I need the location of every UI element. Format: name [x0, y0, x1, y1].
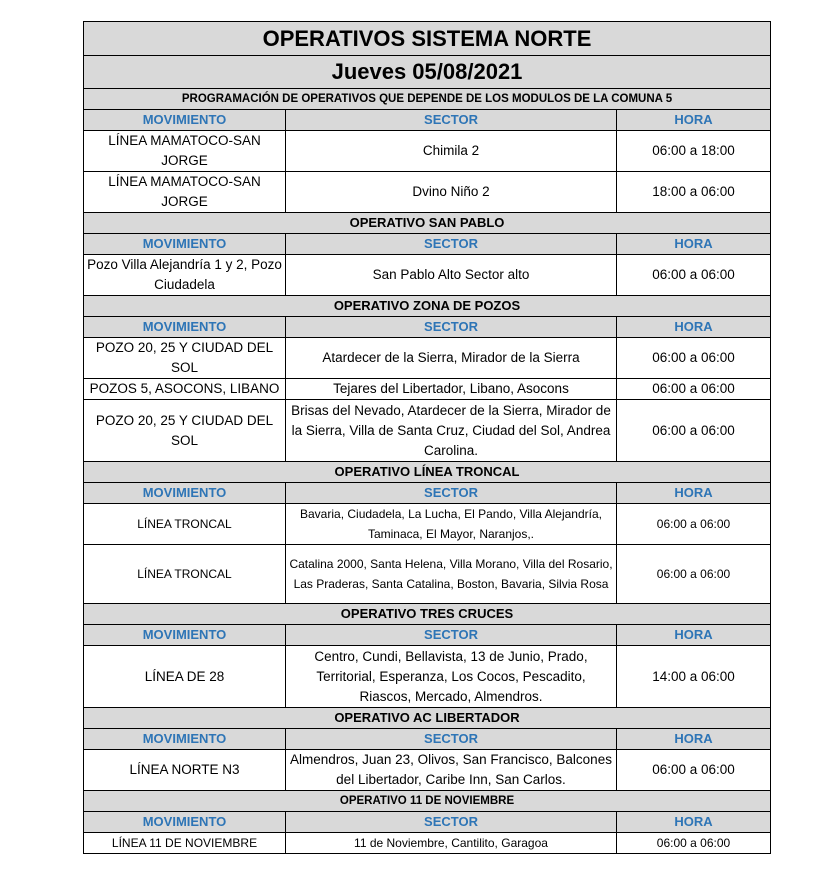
header-sector: SECTOR — [286, 234, 617, 255]
cell-hora: 06:00 a 06:00 — [617, 379, 771, 400]
cell-movimiento: LÍNEA TRONCAL — [84, 504, 286, 545]
header-movimiento: MOVIMIENTO — [84, 729, 286, 750]
cell-sector: Catalina 2000, Santa Helena, Villa Morano, Villa del Rosario, Las Praderas, Santa Catalina, Boston, Bavaria, Silvia Rosa — [286, 545, 617, 604]
cell-movimiento: LÍNEA MAMATOCO-SAN JORGE — [84, 172, 286, 213]
cell-hora: 06:00 a 06:00 — [617, 504, 771, 545]
section-title-row — [84, 708, 771, 729]
header-movimiento: MOVIMIENTO — [84, 317, 286, 338]
header-movimiento: MOVIMIENTO — [84, 812, 286, 833]
cell-hora: 06:00 a 06:00 — [617, 338, 771, 379]
header-sector: SECTOR — [286, 110, 617, 131]
operativos-table — [83, 21, 771, 854]
cell-movimiento: POZO 20, 25 Y CIUDAD DEL SOL — [84, 400, 286, 462]
section-title: OPERATIVO 11 DE NOVIEMBRE — [84, 791, 771, 812]
header-sector: SECTOR — [286, 729, 617, 750]
cell-hora: 06:00 a 06:00 — [617, 833, 771, 854]
cell-hora: 06:00 a 06:00 — [617, 750, 771, 791]
section-title-row — [84, 604, 771, 625]
header-hora: HORA — [617, 110, 771, 131]
section-title-row — [84, 791, 771, 812]
page-date: Jueves 05/08/2021 — [84, 56, 771, 89]
column-header-row — [84, 625, 771, 646]
column-header-row — [84, 729, 771, 750]
cell-hora: 18:00 a 06:00 — [617, 172, 771, 213]
header-sector: SECTOR — [286, 317, 617, 338]
table-row — [84, 504, 771, 545]
header-sector: SECTOR — [286, 812, 617, 833]
column-header-row — [84, 317, 771, 338]
table-row — [84, 131, 771, 172]
date-row — [84, 56, 771, 89]
cell-movimiento: LÍNEA TRONCAL — [84, 545, 286, 604]
table-row — [84, 545, 771, 604]
cell-hora: 06:00 a 06:00 — [617, 545, 771, 604]
table-row — [84, 750, 771, 791]
cell-hora: 06:00 a 18:00 — [617, 131, 771, 172]
cell-sector: 11 de Noviembre, Cantilito, Garagoa — [286, 833, 617, 854]
section-title: OPERATIVO LÍNEA TRONCAL — [84, 462, 771, 483]
header-sector: SECTOR — [286, 625, 617, 646]
column-header-row — [84, 812, 771, 833]
cell-sector: Atardecer de la Sierra, Mirador de la Sierra — [286, 338, 617, 379]
cell-movimiento: Pozo Villa Alejandría 1 y 2, Pozo Ciudadela — [84, 255, 286, 296]
cell-hora: 06:00 a 06:00 — [617, 400, 771, 462]
cell-movimiento: LÍNEA 11 DE NOVIEMBRE — [84, 833, 286, 854]
header-hora: HORA — [617, 625, 771, 646]
cell-movimiento: LÍNEA DE 28 — [84, 646, 286, 708]
cell-movimiento: POZO 20, 25 Y CIUDAD DEL SOL — [84, 338, 286, 379]
cell-movimiento: POZOS 5, ASOCONS, LIBANO — [84, 379, 286, 400]
section-title-row — [84, 213, 771, 234]
cell-sector: San Pablo Alto Sector alto — [286, 255, 617, 296]
header-sector: SECTOR — [286, 483, 617, 504]
header-movimiento: MOVIMIENTO — [84, 483, 286, 504]
column-header-row — [84, 110, 771, 131]
section-title: PROGRAMACIÓN DE OPERATIVOS QUE DEPENDE DE LOS MODULOS DE LA COMUNA 5 — [84, 89, 771, 110]
section-title-row — [84, 462, 771, 483]
header-movimiento: MOVIMIENTO — [84, 234, 286, 255]
column-header-row — [84, 234, 771, 255]
cell-sector: Centro, Cundi, Bellavista, 13 de Junio, Prado, Territorial, Esperanza, Los Cocos, Pescadito, Riascos, Mercado, Almendros. — [286, 646, 617, 708]
cell-sector: Bavaria, Ciudadela, La Lucha, El Pando, Villa Alejandría, Taminaca, El Mayor, Naranjos,. — [286, 504, 617, 545]
cell-sector: Brisas del Nevado, Atardecer de la Sierra, Mirador de la Sierra, Villa de Santa Cruz, Ciudad del Sol, Andrea Carolina. — [286, 400, 617, 462]
table-row — [84, 172, 771, 213]
cell-sector: Tejares del Libertador, Libano, Asocons — [286, 379, 617, 400]
section-title: OPERATIVO ZONA DE POZOS — [84, 296, 771, 317]
header-hora: HORA — [617, 234, 771, 255]
cell-hora: 06:00 a 06:00 — [617, 255, 771, 296]
section-title: OPERATIVO AC LIBERTADOR — [84, 708, 771, 729]
column-header-row — [84, 483, 771, 504]
cell-hora: 14:00 a 06:00 — [617, 646, 771, 708]
cell-movimiento: LÍNEA MAMATOCO-SAN JORGE — [84, 131, 286, 172]
section-title: OPERATIVO TRES CRUCES — [84, 604, 771, 625]
header-hora: HORA — [617, 483, 771, 504]
section-title: OPERATIVO SAN PABLO — [84, 213, 771, 234]
cell-sector: Almendros, Juan 23, Olivos, San Francisco, Balcones del Libertador, Caribe Inn, San Carlos. — [286, 750, 617, 791]
page-title: OPERATIVOS SISTEMA NORTE — [84, 22, 771, 56]
header-hora: HORA — [617, 812, 771, 833]
cell-sector: Dvino Niño 2 — [286, 172, 617, 213]
header-movimiento: MOVIMIENTO — [84, 625, 286, 646]
table-row — [84, 833, 771, 854]
cell-movimiento: LÍNEA NORTE N3 — [84, 750, 286, 791]
table-row — [84, 338, 771, 379]
header-hora: HORA — [617, 317, 771, 338]
cell-sector: Chimila 2 — [286, 131, 617, 172]
header-movimiento: MOVIMIENTO — [84, 110, 286, 131]
table-row — [84, 379, 771, 400]
header-hora: HORA — [617, 729, 771, 750]
section-title-row — [84, 296, 771, 317]
table-row — [84, 646, 771, 708]
table-row — [84, 255, 771, 296]
title-row — [84, 22, 771, 56]
table-row — [84, 400, 771, 462]
section-title-row — [84, 89, 771, 110]
